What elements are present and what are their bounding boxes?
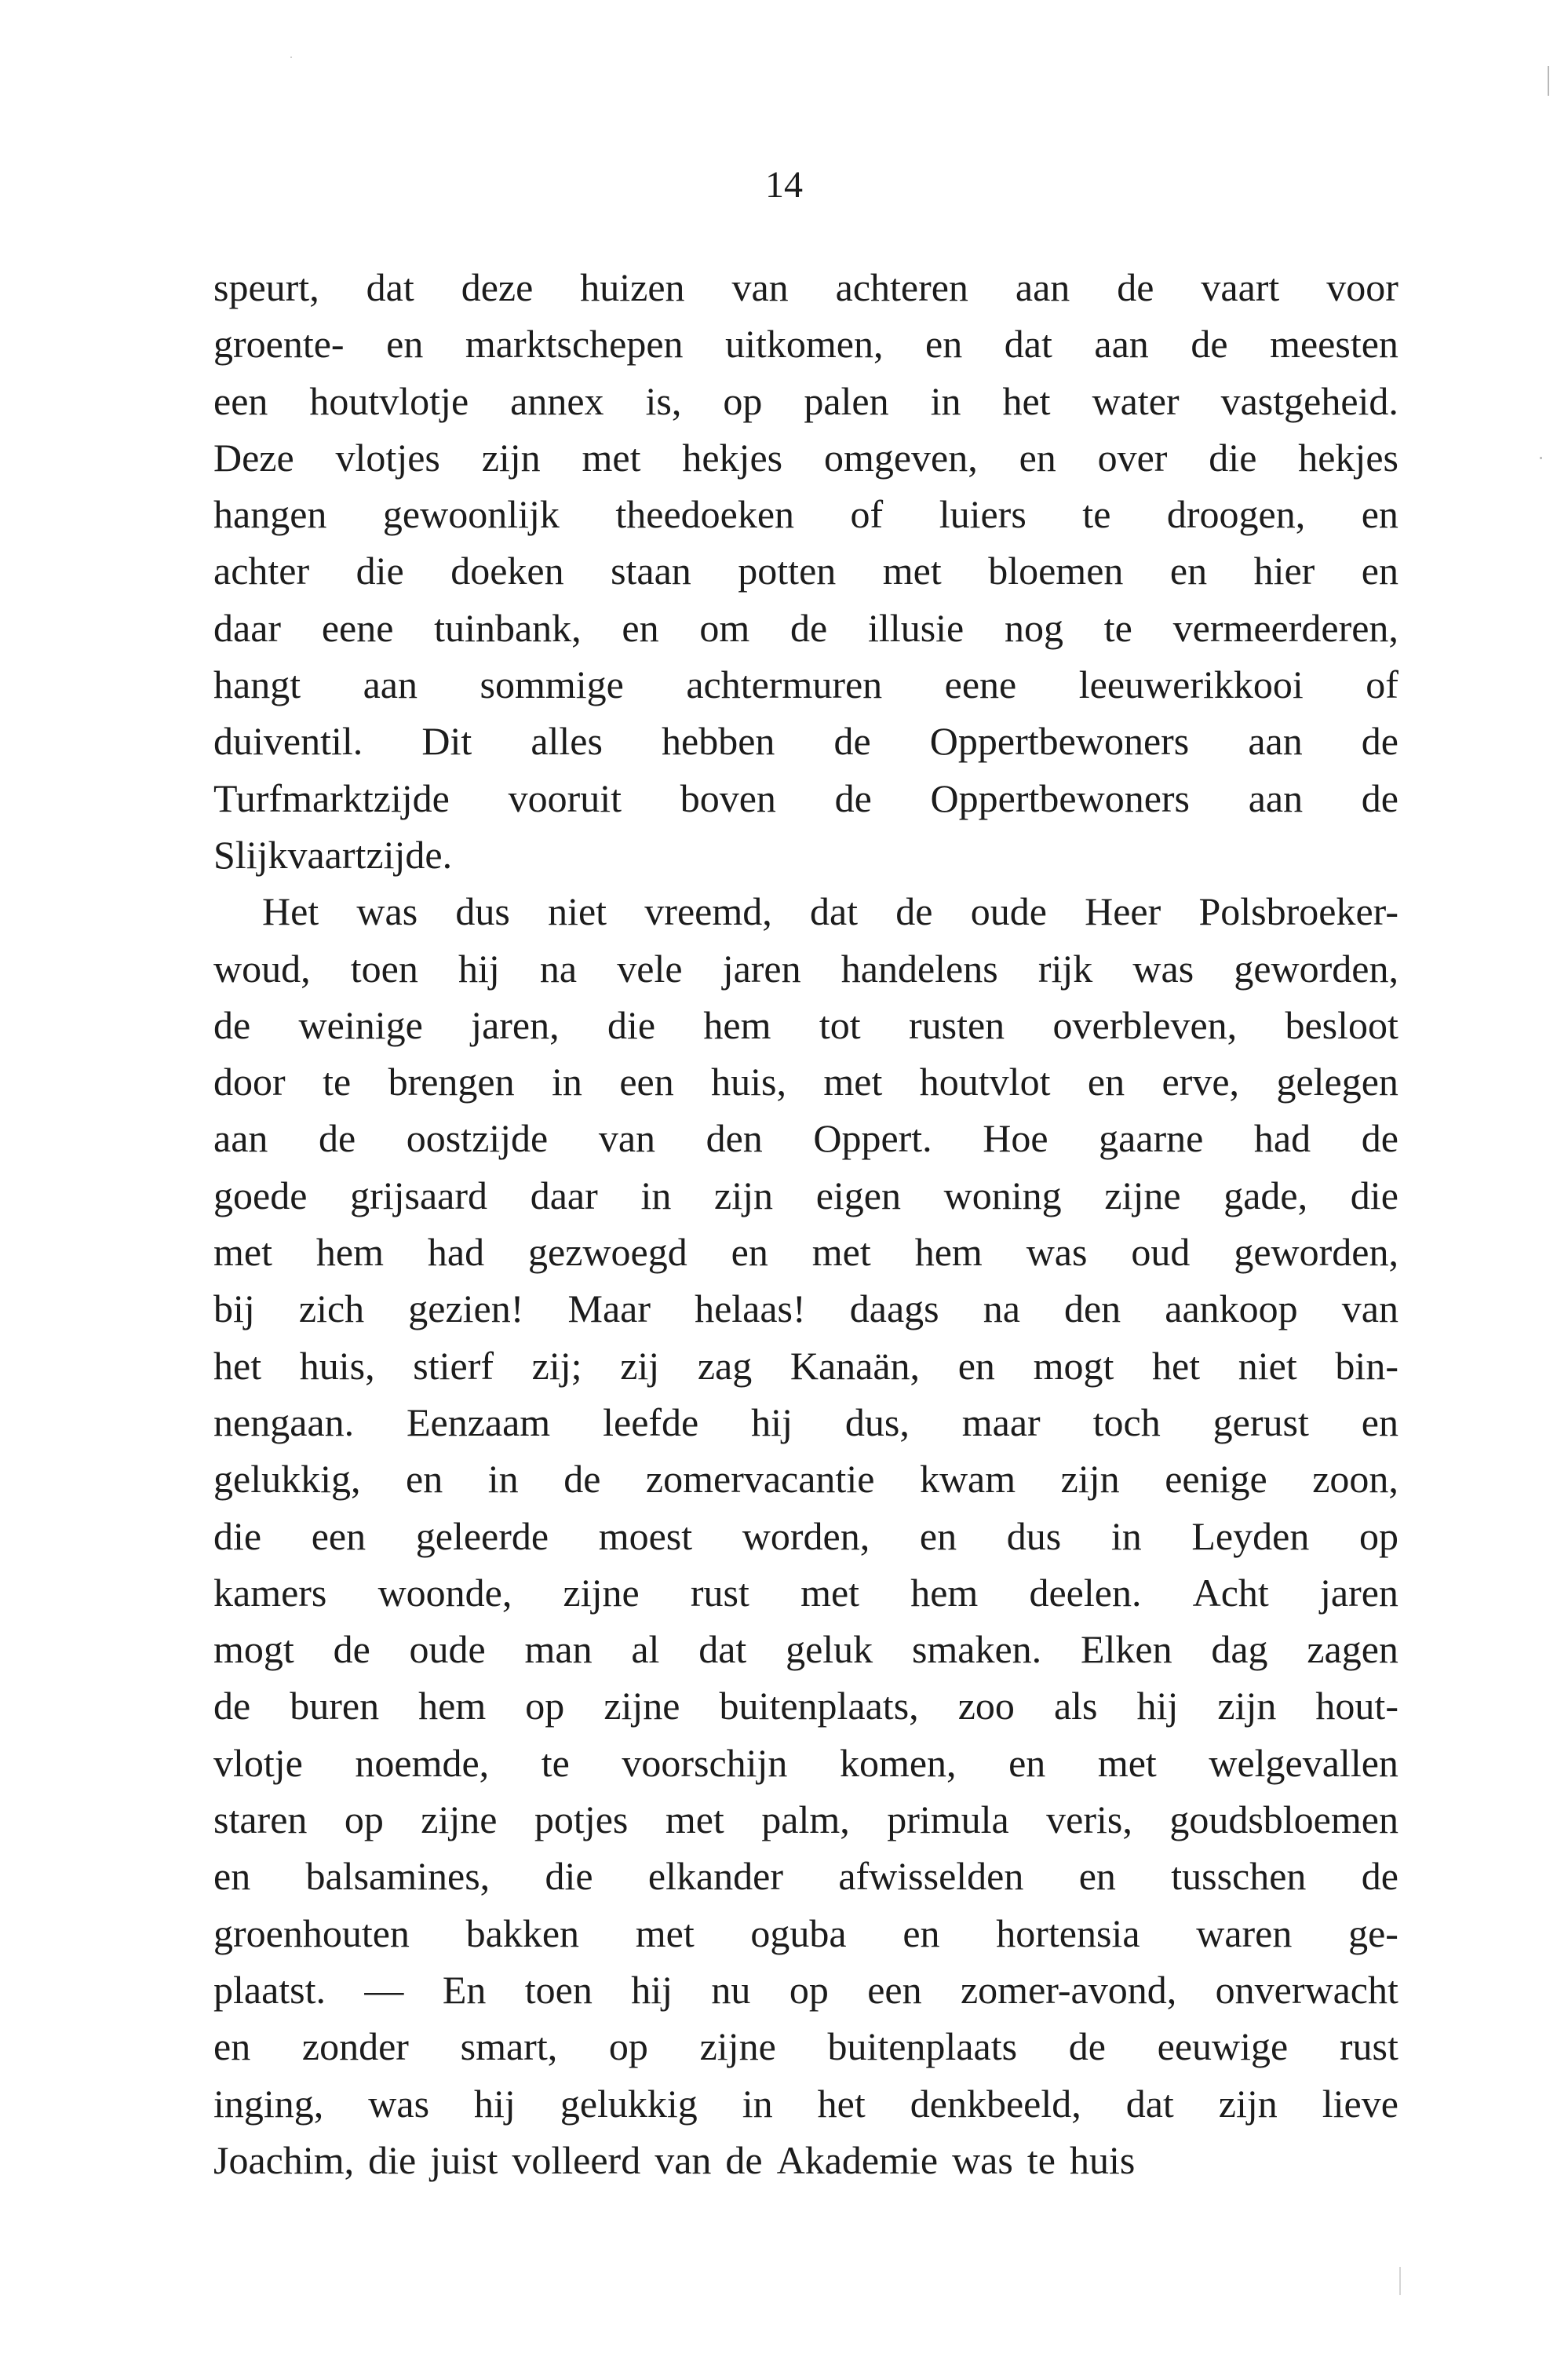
text-line: staren op zijne potjes met palm, primula veris, goudsbloemen (213, 1797, 1398, 1842)
text-line: de weinige jaren, die hem tot rusten overbleven, besloot (213, 1002, 1398, 1047)
text-line: groenhouten bakken met oguba en hortensia waren ge- (213, 1911, 1398, 1955)
text-line: duiventil. Dit alles hebben de Oppertbewoners aan de (213, 719, 1398, 764)
text-line: Het was dus niet vreemd, dat de oude Heer Polsbroeker- (262, 889, 1398, 934)
scan-speck (1399, 2267, 1401, 2295)
text-line: Joachim, die juist volleerd van de Akademie was te huis (213, 2137, 1136, 2182)
paragraph (213, 883, 1398, 2188)
text-line: Slijkvaartzijde. (213, 832, 453, 877)
text-line: met hem had gezwoegd en met hem was oud geworden, (213, 1230, 1398, 1275)
text-line: en balsamines, die elkander afwisselden en tusschen de (213, 1854, 1398, 1899)
scan-speck (1540, 457, 1542, 459)
text-line: Turfmarktzijde vooruit boven de Oppertbewoners aan de (213, 776, 1398, 820)
text-line: daar eene tuinbank, en om de illusie nog te vermeerderen, (213, 605, 1398, 650)
text-line: gelukkig, en in de zomervacantie kwam zijn eenige zoon, (213, 1457, 1398, 1502)
text-line: woud, toen hij na vele jaren handelens rijk was geworden, (213, 946, 1398, 991)
text-line: die een geleerde moest worden, en dus in Leyden op (213, 1513, 1398, 1558)
text-line: plaatst. — En toen hij nu op een zomer-avond, onverwacht (213, 1967, 1398, 2012)
text-line: en zonder smart, op zijne buitenplaats de eeuwige rust (213, 2024, 1398, 2069)
paragraph (213, 259, 1398, 883)
text-line: hangt aan sommige achtermuren eene leeuwerikkooi of (213, 662, 1398, 707)
text-line: kamers woonde, zijne rust met hem deelen. Acht jaren (213, 1570, 1398, 1615)
text-line: het huis, stierf zij; zij zag Kanaän, en mogt het niet bin- (213, 1343, 1398, 1388)
text-line: de buren hem op zijne buitenplaats, zoo als hij zijn hout- (213, 1684, 1398, 1728)
text-line: vlotje noemde, te voorschijn komen, en met welgevallen (213, 1740, 1398, 1785)
body-text (213, 259, 1398, 2188)
text-line: achter die doeken staan potten met bloemen en hier en (213, 549, 1398, 593)
text-line: goede grijsaard daar in zijn eigen woning zijne gade, die (213, 1173, 1398, 1217)
text-line: hangen gewoonlijk theedoeken of luiers te droogen, en (213, 492, 1398, 537)
text-line: nengaan. Eenzaam leefde hij dus, maar toch gerust en (213, 1400, 1398, 1444)
text-line: bij zich gezien! Maar helaas! daags na den aankoop van (213, 1286, 1398, 1331)
text-line: aan de oostzijde van den Oppert. Hoe gaarne had de (213, 1116, 1398, 1161)
text-line: speurt, dat deze huizen van achteren aan de vaart voor (213, 265, 1398, 309)
text-line: een houtvlotje annex is, op palen in het water vastgeheid. (213, 378, 1398, 423)
text-line: groente- en marktschepen uitkomen, en dat aan de meesten (213, 322, 1398, 367)
scan-speck (1548, 66, 1549, 96)
text-line: inging, was hij gelukkig in het denkbeeld, dat zijn lieve (213, 2081, 1398, 2126)
scan-speck (290, 57, 292, 58)
text-line: door te brengen in een huis, met houtvlot en erve, gelegen (213, 1060, 1398, 1104)
page-number: 14 (765, 164, 803, 206)
text-line: mogt de oude man al dat geluk smaken. Elken dag zagen (213, 1627, 1398, 1672)
text-line: Deze vlotjes zijn met hekjes omgeven, en over die hekjes (213, 435, 1398, 480)
